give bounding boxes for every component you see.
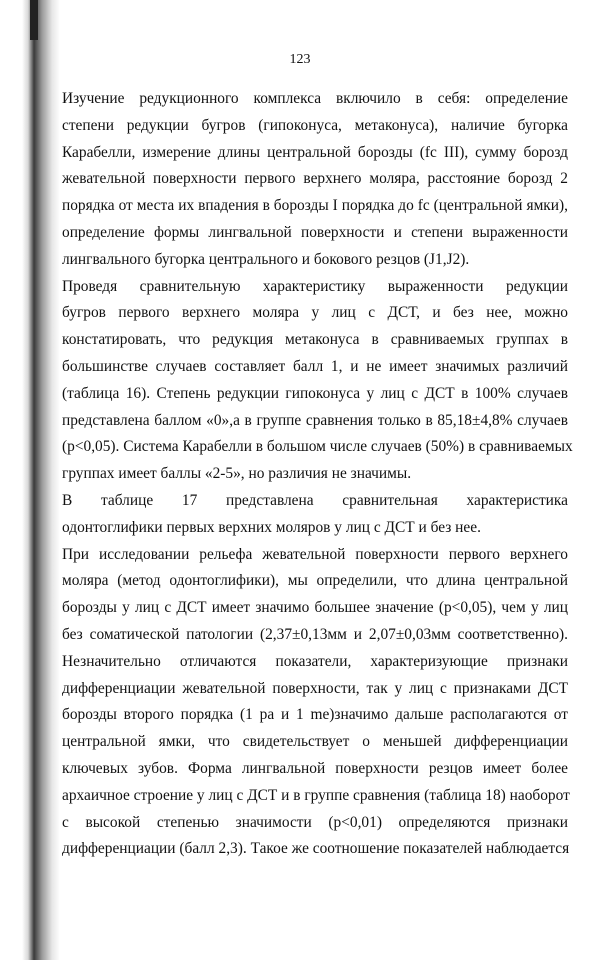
binding-mark	[30, 0, 38, 40]
text-line: В таблице 17 представлена сравнительная характеристика	[62, 491, 568, 509]
text-line: борозды у лиц с ДСТ имеет значимо большее значение (p<0,05), чем у лиц	[62, 599, 568, 617]
text-line: (таблица 16). Степень редукции гипоконуса у лиц с ДСТ в 100% случаев	[62, 384, 568, 402]
text-line: констатировать, что редукция метаконуса в сравниваемых группах в	[62, 331, 568, 349]
text-line: ключевых зубов. Форма лингвальной поверхности резцов имеет более	[62, 759, 568, 777]
paragraph	[62, 488, 568, 542]
paragraph	[62, 86, 568, 274]
text-line: дифференциации (балл 2,3). Такое же соотношение показателей наблюдается	[62, 840, 570, 858]
text-line: (p<0,05). Система Карабелли в большом числе случаев (50%) в сравниваемых	[62, 438, 573, 456]
text-line: одонтоглифики первых верхних моляров у лиц с ДСТ и без нее.	[62, 518, 481, 536]
text-line: жевательной поверхности первого верхнего моляра, расстояние борозд 2	[62, 170, 568, 188]
text-line: с высокой степенью значимости (p<0,01) определяются признаки	[62, 813, 568, 831]
text-line: группах имеет баллы «2-5», но различия не значимы.	[62, 465, 412, 483]
text-line: Незначительно отличаются показатели, характеризующие признаки	[62, 652, 568, 670]
text-line: центральной ямки, что свидетельствует о меньшей дифференциации	[62, 733, 568, 751]
text-line: без соматической патологии (2,37±0,13мм и 2,07±0,03мм соответственно).	[62, 625, 568, 643]
text-line: моляра (метод одонтоглифики), мы определили, что длина центральной	[62, 572, 568, 590]
text-line: большинстве случаев составляет балл 1, и не имеет значимых различий	[62, 357, 568, 375]
text-line: Изучение редукционного комплекса включило в себя: определение	[62, 90, 568, 107]
text-line: лингвального бугорка центрального и бокового резцов (J1,J2).	[62, 250, 470, 268]
paragraph	[62, 542, 568, 864]
text-line: порядка от места их впадения в борозды I порядка до fc (центральной ямки),	[62, 197, 568, 215]
text-line: представлена баллом «0»,а в группе сравнения только в 85,18±4,8% случаев	[62, 411, 568, 429]
text-line: определение формы лингвальной поверхности и степени выраженности	[62, 223, 568, 241]
binding-shadow	[0, 0, 60, 960]
text-line: При исследовании рельефа жевательной поверхности первого верхнего	[62, 545, 568, 563]
text-line: степени редукции бугров (гипоконуса, метаконуса), наличие бугорка	[62, 116, 568, 134]
text-line: борозды второго порядка (1 pa и 1 me)значимо дальше располагаются от	[62, 706, 568, 724]
text-line: бугров первого верхнего моляра у лиц с ДСТ, и без нее, можно	[62, 304, 568, 322]
page-number: 123	[289, 52, 311, 67]
text-line: Карабелли, измерение длины центральной борозды (fc III), сумму борозд	[62, 143, 568, 161]
paragraph	[62, 274, 573, 488]
document-body	[62, 86, 573, 863]
text-line: архаичное строение у лиц с ДСТ и в группе сравнения (таблица 18) наоборот	[62, 786, 570, 804]
text-line: Проведя сравнительную характеристику выраженности редукции	[62, 277, 568, 295]
text-line: дифференциации жевательной поверхности, так у лиц с признаками ДСТ	[62, 679, 568, 697]
